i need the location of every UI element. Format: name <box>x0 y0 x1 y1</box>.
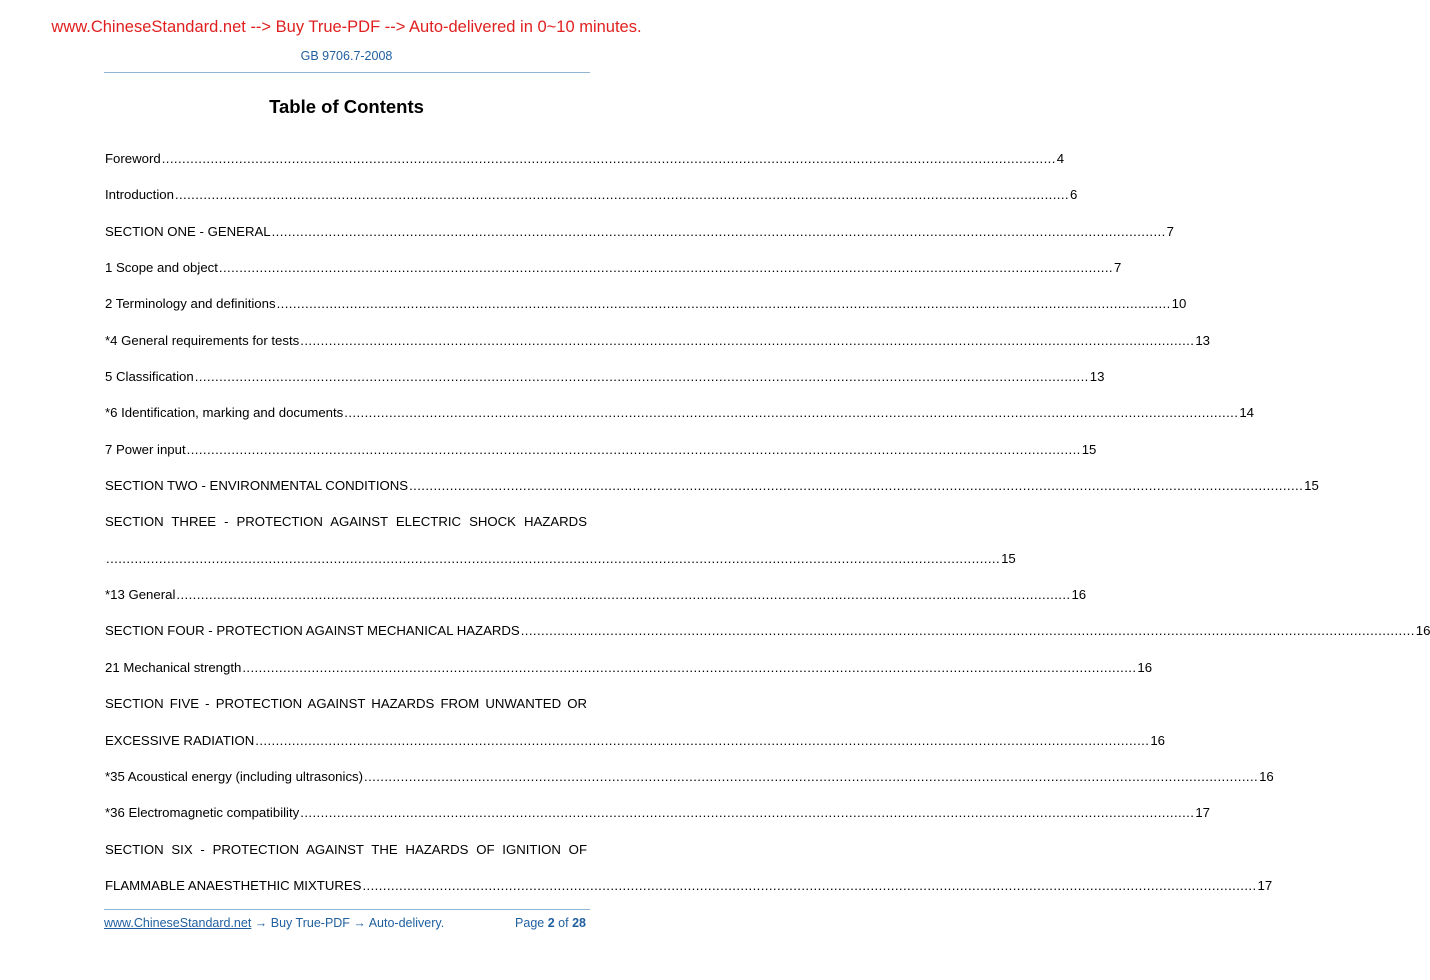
toc-entry[interactable] <box>105 223 1175 260</box>
toc-entry-title: EXCESSIVE RADIATION <box>105 732 255 748</box>
toc-entry[interactable] <box>105 369 1105 405</box>
toc-leader-dots: ............................................................................................................................................................................................................................ <box>218 260 1113 276</box>
toc-leader-dots: ............................................................................................................................................................................................................................ <box>300 805 1195 821</box>
toc-entry-title: 7 Power input <box>105 441 186 457</box>
toc-entry[interactable] <box>105 659 1153 696</box>
toc-leader-dots: ............................................................................................................................................................................................................................ <box>300 332 1195 348</box>
toc-leader-dots: ............................................................................................................................................................................................................................ <box>242 659 1137 675</box>
header-divider <box>104 72 590 73</box>
total-pages: 28 <box>572 916 586 930</box>
top-banner[interactable]: www.ChineseStandard.net --> Buy True-PDF --> Auto-delivered in 0~10 minutes. <box>51 18 642 36</box>
toc-leader-dots: ............................................................................................................................................................................................................................ <box>194 369 1089 385</box>
toc-entry[interactable] <box>105 187 1078 223</box>
toc-entry[interactable] <box>105 550 1016 587</box>
table-of-contents <box>105 151 1430 914</box>
toc-entry[interactable] <box>105 260 1122 296</box>
toc-leader-dots: ............................................................................................................................................................................................................................ <box>176 587 1071 603</box>
toc-entry[interactable] <box>105 696 587 732</box>
toc-entry[interactable] <box>105 478 1319 514</box>
toc-leader-dots: ............................................................................................................................................................................................................................ <box>409 478 1304 494</box>
toc-entry-page: 6 <box>1069 187 1078 203</box>
toc-entry[interactable] <box>105 405 1254 441</box>
toc-entry-title: 2 Terminology and definitions <box>105 296 276 312</box>
toc-leader-dots: ............................................................................................................................................................................................................................ <box>520 623 1415 639</box>
toc-entry-page: 16 <box>1150 732 1165 748</box>
toc-entry[interactable] <box>105 623 1430 659</box>
toc-leader-dots: ............................................................................................................................................................................................................................ <box>276 296 1171 312</box>
toc-entry-title: 21 Mechanical strength <box>105 659 242 675</box>
toc-entry[interactable] <box>105 842 587 878</box>
toc-entry-title: *36 Electromagnetic compatibility <box>105 805 300 821</box>
toc-leader-dots: ............................................................................................................................................................................................................................ <box>174 187 1069 203</box>
toc-entry-title: 5 Classification <box>105 369 194 385</box>
standard-code: GB 9706.7-2008 <box>300 49 393 63</box>
toc-entry-title: *35 Acoustical energy (including ultrasonics) <box>105 768 364 784</box>
toc-entry-title: SECTION ONE - GENERAL <box>105 223 271 239</box>
toc-entry[interactable] <box>105 805 1210 841</box>
toc-entry-title: FLAMMABLE ANAESTHETHIC MIXTURES <box>105 877 362 893</box>
toc-leader-dots: ............................................................................................................................................................................................................................ <box>186 441 1081 457</box>
toc-entry-page: 17 <box>1257 877 1273 893</box>
toc-entry-title: 1 Scope and object <box>105 260 218 276</box>
page-title: Table of Contents <box>269 96 424 117</box>
of-label: of <box>558 916 569 930</box>
toc-entry-title: *13 General <box>105 587 176 603</box>
toc-entry-page: 15 <box>1001 550 1016 566</box>
footer-divider <box>104 909 590 910</box>
toc-entry-page: 16 <box>1415 623 1430 639</box>
toc-leader-dots: ............................................................................................................................................................................................................................ <box>255 732 1150 748</box>
toc-entry[interactable] <box>105 768 1274 805</box>
toc-entry[interactable] <box>105 441 1097 478</box>
toc-entry[interactable] <box>105 296 1187 332</box>
footer-purchase-text[interactable]: → Buy True-PDF → Auto-delivery. <box>251 916 445 930</box>
footer-links[interactable] <box>104 916 444 930</box>
toc-leader-dots: ............................................................................................................................................................................................................................ <box>364 768 1259 784</box>
toc-leader-dots: ............................................................................................................................................................................................................................ <box>344 405 1239 421</box>
toc-leader-dots: ............................................................................................................................................................................................................................ <box>271 223 1166 239</box>
toc-entry[interactable] <box>105 514 587 550</box>
toc-entry-page: 10 <box>1171 296 1187 312</box>
toc-leader-dots: ............................................................................................................................................................................................................................ <box>362 877 1257 893</box>
toc-entry-page: 14 <box>1239 405 1254 421</box>
toc-entry[interactable] <box>105 151 1065 187</box>
toc-entry-title: SECTION FIVE - PROTECTION AGAINST HAZARDS FROM UNWANTED OR <box>105 696 587 712</box>
toc-entry-title: SECTION SIX - PROTECTION AGAINST THE HAZARDS OF IGNITION OF <box>105 841 587 857</box>
page-label: Page <box>515 916 545 930</box>
current-page: 2 <box>547 916 555 930</box>
toc-leader-dots: ............................................................................................................................................................................................................................ <box>161 151 1056 166</box>
toc-leader-dots: ............................................................................................................................................................................................................................ <box>106 550 1001 566</box>
toc-entry-page: 15 <box>1304 478 1319 494</box>
toc-entry-title: SECTION TWO - ENVIRONMENTAL CONDITIONS <box>105 478 409 494</box>
page-indicator <box>515 916 586 930</box>
toc-entry-page: 7 <box>1166 223 1175 239</box>
toc-entry[interactable] <box>105 332 1210 369</box>
toc-entry-page: 13 <box>1195 332 1210 348</box>
toc-entry[interactable] <box>105 732 1165 769</box>
toc-entry-page: 13 <box>1089 369 1105 385</box>
toc-entry[interactable] <box>105 587 1087 623</box>
toc-entry-title: SECTION FOUR - PROTECTION AGAINST MECHANICAL HAZARDS <box>105 623 520 639</box>
toc-entry-page: 16 <box>1137 659 1153 675</box>
toc-entry-title: *4 General requirements for tests <box>105 332 300 348</box>
toc-entry-title: Foreword <box>105 151 161 166</box>
toc-entry-title: *6 Identification, marking and documents <box>105 405 344 421</box>
toc-entry-page: 4 <box>1056 151 1065 166</box>
footer-site-link[interactable]: www.ChineseStandard.net <box>104 916 252 930</box>
toc-entry-title: Introduction <box>105 187 174 203</box>
toc-entry-page: 17 <box>1195 805 1210 821</box>
toc-entry-page: 15 <box>1081 441 1097 457</box>
toc-entry-title: SECTION THREE - PROTECTION AGAINST ELECTRIC SHOCK HAZARDS <box>105 514 587 530</box>
toc-entry-page: 7 <box>1113 260 1122 276</box>
toc-entry-page: 16 <box>1259 768 1274 784</box>
toc-entry-page: 16 <box>1071 587 1087 603</box>
